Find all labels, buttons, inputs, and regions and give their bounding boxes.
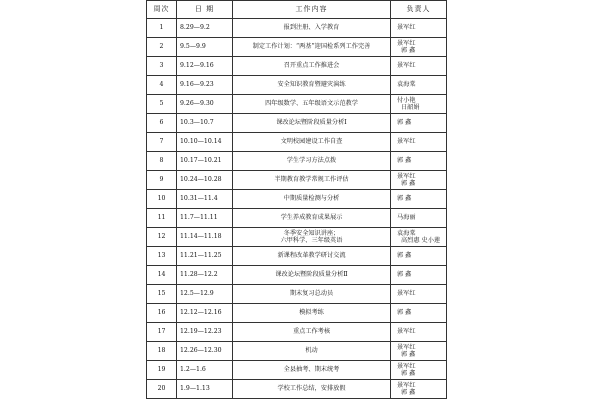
lead-name: 景军红 — [397, 172, 416, 180]
lead-name: 郭 鑫 — [397, 271, 412, 279]
date-cell: 11.14—11.18 — [177, 228, 233, 247]
date-cell: 12.26—12.30 — [177, 342, 233, 361]
date-cell: 9.26—9.30 — [177, 95, 233, 114]
work-cell — [233, 304, 391, 323]
header-date: 日 期 — [177, 1, 233, 19]
table-row — [147, 171, 447, 190]
lead-cell — [391, 285, 447, 304]
work-line: 期末复习总动员 — [289, 290, 334, 298]
week-cell: 20 — [147, 380, 177, 399]
work-cell — [233, 228, 391, 247]
header-week: 周次 — [147, 1, 177, 19]
lead-name: 郭 鑫 — [397, 252, 412, 260]
lead-cell — [391, 95, 447, 114]
work-line: 学校工作总结，安排放假 — [277, 385, 346, 393]
table-row — [147, 38, 447, 57]
work-cell — [233, 38, 391, 57]
work-line: 六甲科学、三年级英语 — [280, 237, 343, 244]
table-row — [147, 228, 447, 247]
lead-name: 郭 鑫 — [401, 351, 416, 358]
lead-cell — [391, 247, 447, 266]
work-line: 安全知识教育暨避灾演练 — [277, 81, 346, 89]
date-cell: 1.9—1.13 — [177, 380, 233, 399]
lead-cell — [391, 361, 447, 380]
date-cell: 9.12—9.16 — [177, 57, 233, 76]
work-line: 文明校园建设工作自查 — [280, 138, 343, 146]
week-cell: 16 — [147, 304, 177, 323]
lead-cell — [391, 57, 447, 76]
lead-name: 郭 鑫 — [401, 389, 416, 396]
week-cell: 2 — [147, 38, 177, 57]
schedule-sheet — [146, 0, 446, 399]
work-cell — [233, 171, 391, 190]
lead-cell — [391, 323, 447, 342]
lead-cell — [391, 190, 447, 209]
work-line: 半期教育教学常规工作评估 — [274, 176, 349, 184]
lead-name: 郭 鑫 — [401, 370, 416, 377]
lead-name: 郭 鑫 — [397, 119, 412, 127]
lead-name: 马海丽 — [397, 214, 416, 222]
work-cell — [233, 19, 391, 38]
work-line: 机动 — [305, 347, 318, 355]
lead-name: 郭 鑫 — [397, 157, 412, 165]
lead-name: 景军红 — [397, 62, 416, 70]
week-cell: 12 — [147, 228, 177, 247]
work-schedule-table — [146, 0, 447, 399]
work-line: 制定工作计划：“两基”迎国检系列工作完善 — [252, 43, 371, 51]
work-cell — [233, 133, 391, 152]
work-line: 报到注册、入学教育 — [283, 24, 340, 32]
week-cell: 13 — [147, 247, 177, 266]
table-row — [147, 266, 447, 285]
table-row — [147, 190, 447, 209]
lead-name: 日韶娟 — [401, 104, 420, 111]
lead-name: 景军红 — [397, 381, 416, 389]
table-row — [147, 95, 447, 114]
lead-name: 景军红 — [397, 362, 416, 370]
work-line: 冬季安全知识讲座； — [283, 229, 340, 237]
lead-name: 袁海棠 — [397, 81, 416, 89]
week-cell: 9 — [147, 171, 177, 190]
table-row — [147, 76, 447, 95]
lead-name: 袁海棠 — [397, 229, 416, 237]
table-row — [147, 152, 447, 171]
lead-cell — [391, 171, 447, 190]
work-line: 模拟考练 — [299, 309, 324, 317]
lead-name: 景军红 — [397, 138, 416, 146]
table-row — [147, 19, 447, 38]
table-row — [147, 380, 447, 399]
week-cell: 19 — [147, 361, 177, 380]
lead-cell — [391, 76, 447, 95]
work-cell — [233, 209, 391, 228]
work-cell — [233, 95, 391, 114]
work-line: 新课程改革教学研讨交流 — [277, 252, 346, 260]
table-row — [147, 114, 447, 133]
work-line: 重点工作考核 — [292, 328, 331, 336]
week-cell: 14 — [147, 266, 177, 285]
week-cell: 11 — [147, 209, 177, 228]
work-line: 四年级数学、五年级语文示范教学 — [265, 100, 358, 108]
date-cell: 11.21—11.25 — [177, 247, 233, 266]
lead-name: 景军红 — [397, 39, 416, 47]
lead-cell — [391, 152, 447, 171]
date-cell: 11.7—11.11 — [177, 209, 233, 228]
lead-name: 郭 鑫 — [401, 180, 416, 187]
work-cell — [233, 152, 391, 171]
table-row — [147, 247, 447, 266]
date-cell: 10.31—11.4 — [177, 190, 233, 209]
date-cell: 10.3—10.7 — [177, 114, 233, 133]
lead-name: 郭 鑫 — [397, 195, 412, 203]
date-cell: 12.19—12.23 — [177, 323, 233, 342]
week-cell: 6 — [147, 114, 177, 133]
week-cell: 8 — [147, 152, 177, 171]
lead-cell — [391, 228, 447, 247]
work-cell — [233, 114, 391, 133]
lead-name: 景军红 — [397, 328, 416, 336]
work-cell — [233, 57, 391, 76]
date-cell: 11.28—12.2 — [177, 266, 233, 285]
header-work: 工作内容 — [233, 1, 391, 19]
lead-cell — [391, 266, 447, 285]
work-line: 中期质量检测与分析 — [283, 195, 340, 203]
date-cell: 12.12—12.16 — [177, 304, 233, 323]
week-cell: 7 — [147, 133, 177, 152]
lead-name: 景军红 — [397, 343, 416, 351]
date-cell: 8.29—9.2 — [177, 19, 233, 38]
week-cell: 15 — [147, 285, 177, 304]
week-cell: 3 — [147, 57, 177, 76]
header-row — [147, 1, 447, 19]
work-cell — [233, 380, 391, 399]
work-line: 学生学习方法点拨 — [286, 157, 337, 165]
lead-name: 郭 鑫 — [401, 47, 416, 54]
work-line: 召开重点工作推进会 — [283, 62, 340, 70]
week-cell: 5 — [147, 95, 177, 114]
table-row — [147, 342, 447, 361]
work-line: 学生养成教育成果展示 — [280, 214, 343, 222]
table-row — [147, 133, 447, 152]
week-cell: 17 — [147, 323, 177, 342]
lead-cell — [391, 342, 447, 361]
table-row — [147, 304, 447, 323]
work-cell — [233, 361, 391, 380]
work-cell — [233, 323, 391, 342]
lead-name: 景军红 — [397, 24, 416, 32]
work-cell — [233, 266, 391, 285]
lead-cell — [391, 304, 447, 323]
date-cell: 10.10—10.14 — [177, 133, 233, 152]
table-row — [147, 57, 447, 76]
table-row — [147, 209, 447, 228]
week-cell: 4 — [147, 76, 177, 95]
lead-name: 付小艳 — [397, 96, 416, 104]
date-cell: 9.16—9.23 — [177, 76, 233, 95]
lead-name: 郭 鑫 — [397, 309, 412, 317]
header-lead: 负责人 — [391, 1, 447, 19]
date-cell: 9.5—9.9 — [177, 38, 233, 57]
lead-cell — [391, 19, 447, 38]
lead-cell — [391, 209, 447, 228]
work-line: 全县抽考、期末统考 — [283, 366, 340, 374]
lead-cell — [391, 38, 447, 57]
lead-cell — [391, 380, 447, 399]
table-row — [147, 323, 447, 342]
table-body — [147, 19, 447, 399]
date-cell: 1.2—1.6 — [177, 361, 233, 380]
work-line: 课改论坛暨阶段质量分析Ⅱ — [275, 271, 348, 279]
work-cell — [233, 247, 391, 266]
work-cell — [233, 285, 391, 304]
lead-name: 景军红 — [397, 290, 416, 298]
week-cell: 10 — [147, 190, 177, 209]
week-cell: 1 — [147, 19, 177, 38]
lead-name: 高烈惠 史小莲 — [401, 237, 441, 244]
work-cell — [233, 342, 391, 361]
date-cell: 10.17—10.21 — [177, 152, 233, 171]
work-cell — [233, 76, 391, 95]
date-cell: 10.24—10.28 — [177, 171, 233, 190]
date-cell: 12.5—12.9 — [177, 285, 233, 304]
table-row — [147, 285, 447, 304]
week-cell: 18 — [147, 342, 177, 361]
work-line: 课改论坛暨阶段质量分析Ⅰ — [276, 119, 347, 127]
work-cell — [233, 190, 391, 209]
table-row — [147, 361, 447, 380]
lead-cell — [391, 133, 447, 152]
lead-cell — [391, 114, 447, 133]
